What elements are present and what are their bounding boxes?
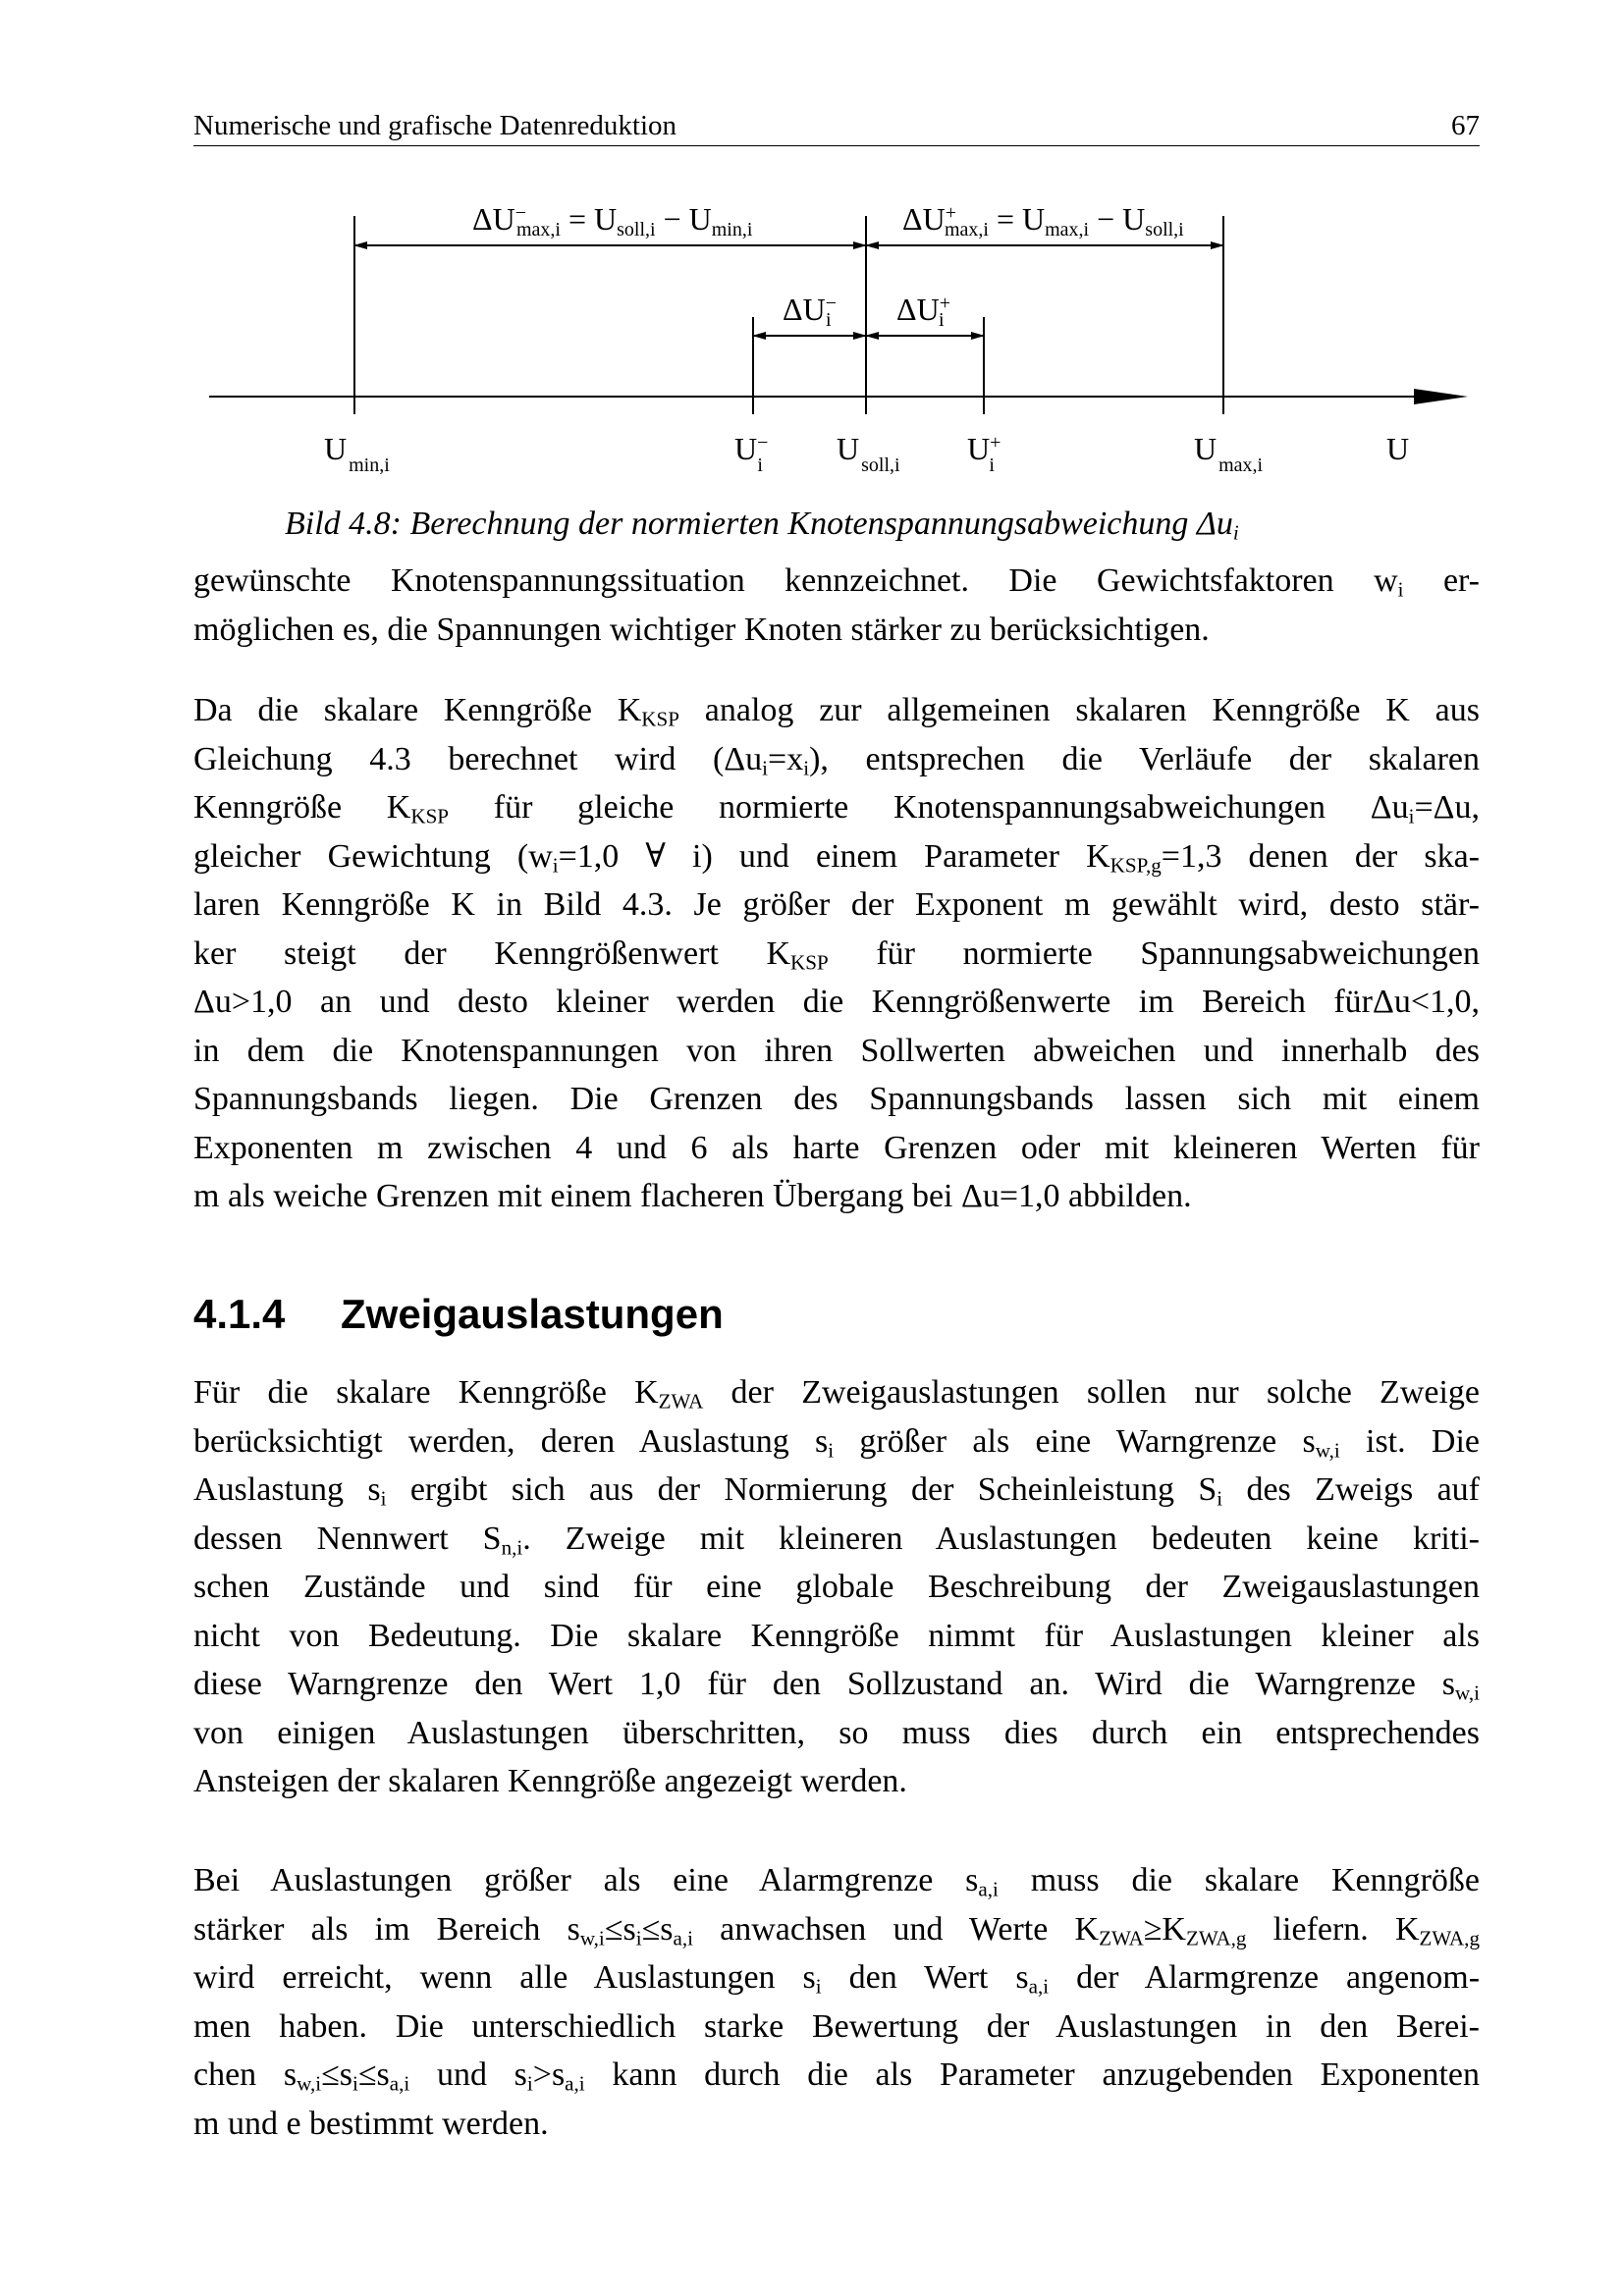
axis-label-umax: U $_{max,i}$ (1194, 431, 1264, 476)
paragraph-1: gewünschte Knotenspannungssituation kennzeichnet. Die Gewichtsfaktoren $w_i$ er- möglichen es, die Spannungen wichtiger Knoten stärker zu berücksichtigen. (193, 562, 1480, 648)
section-title: Zweigauslastungen (341, 1291, 724, 1337)
axis-label-usoll: U $_{soll,i}$ (837, 431, 900, 476)
paragraph-2: Da die skalare Kenngröße $K_{KSP}$ analog zur allgemeinen skalaren Kenngröße K aus Gleichung 4.3 berechnet wird $(\Delta u_i=x_i)$, entsprechen die Verläufe der skalaren Kenngröße $K_{KSP}$ für gleiche normierte Knotenspannungsabweichungen $\Delta u_i=\Delta u$, gleicher Gewichtung ($w_i=1,0$ ∀ i) und einem Parameter $K_{KSP,g}=1,3$ denen der ska- laren Kenngröße K in Bild 4.3. Je größer der Exponent m gewählt wird, desto stär- ker steigt der Kenngrößenwert $K_{KSP}$ für normierte Spannungsabweichungen Δu>1,0 an und desto kleiner werden die Kenngrößenwerte im Bereich fürΔu<1,0, in dem die Knotenspannungen von ihren Sollwerten abweichen und innerhalb des Spannungsbands liegen. Die Grenzen des Spannungsbands lassen sich mit einem Exponenten m zwischen 4 und 6 als harte Grenzen oder mit kleineren Werten für m als weiche Grenzen mit einem flacheren Übergang bei Δu=1,0 abbilden. (193, 692, 1480, 1214)
axis-arrow-head (1414, 389, 1468, 404)
label-du-plus: ΔU+ i (896, 292, 950, 331)
section-heading (193, 1291, 724, 1338)
axis-label-ui-minus: U− i (734, 431, 769, 476)
paragraph-4: Bei Auslastungen größer als eine Alarmgrenze $s_{a,i}$ muss die skalare Kenngröße stärker als im Bereich $s_{w,i}\le s_i\le s_{a,i}$ anwachsen und Werte $K_{ZWA}\ge K_{ZWA,g}$ liefern. $K_{ZWA,g}$ wird erreicht, wenn alle Auslastungen $s_i$ den Wert $s_{a,i}$ der Alarmgrenze angenom- men haben. Die unterschiedlich starke Bewertung der Auslastungen in den Berei- chen $s_{w,i}\le s_i\le s_{a,i}$ und $s_i>s_{a,i}$ kann durch die als Parameter anzugebenden Exponenten m und e bestimmt werden. (193, 1862, 1481, 2142)
paragraph-3: Für die skalare Kenngröße $K_{ZWA}$ der Zweigauslastungen sollen nur solche Zweige berücksichtigt werden, deren Auslastung $s_i$ größer als eine Warngrenze $s_{w,i}$ ist. Die Auslastung $s_i$ ergibt sich aus der Normierung der Scheinleistung $S_i$ des Zweigs auf dessen Nennwert $S_{n,i}$. Zweige mit kleineren Auslastungen bedeuten keine kriti- schen Zustände und sind für eine globale Beschreibung der Zweigauslastungen nicht von Bedeutung. Die skalare Kenngröße nimmt für Auslastungen kleiner als diese Warngrenze den Wert 1,0 für den Sollzustand an. Wird die Warngrenze $s_{w,i}$ von einigen Auslastungen überschritten, so muss dies durch ein entsprechendes Ansteigen der skalaren Kenngröße angezeigt werden. (193, 1374, 1481, 1799)
section-number: 4.1.4 (193, 1291, 286, 1337)
axis-label-umin: U $_{min,i}$ (324, 431, 390, 476)
running-title: Numerische und grafische Datenreduktion (193, 110, 677, 141)
page-number: 67 (1451, 110, 1480, 141)
axis-label-u: U (1386, 431, 1410, 466)
axis-label-ui-plus: U+ i (967, 431, 1001, 476)
eq-du-max-minus: ΔU− max,i = Usoll,i − Umin,i (472, 201, 753, 240)
eq-du-max-plus: ΔU+ max,i = Umax,i − Usoll,i (902, 201, 1184, 240)
figure-caption: Bild 4.8: Berechnung der normierten Knotenspannungsabweichung $\Delta u_i$ (285, 506, 1239, 545)
label-du-minus: ΔU− i (783, 292, 837, 331)
voltage-deviation-figure (0, 0, 1623, 510)
